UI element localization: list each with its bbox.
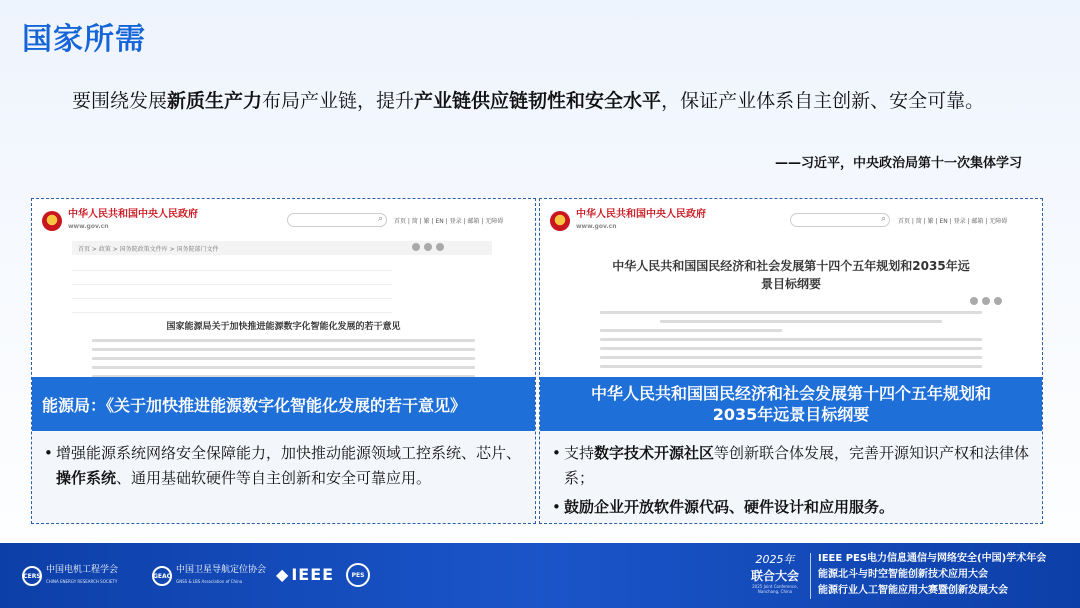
ieee-diamond-icon: ◆ [276,565,289,584]
share-icon [436,243,444,251]
quote-seg2: 布局产业链，提升 [262,90,415,112]
geac-logo-en: GNSS & LBS Association of China [176,579,243,584]
conference-title-1: IEEE PES电力信息通信与网络安全(中国)学术年会 [818,553,1047,564]
cers-logo-icon: CERS [22,566,42,586]
left-panel-body [32,431,535,523]
conference-badge [745,551,805,594]
page-title: 国家所需 [22,22,146,57]
left-gov-screenshot [32,199,535,377]
conference-title-3: 能源行业人工智能应用大赛暨创新发展大会 [818,585,1008,596]
share-icon [412,243,420,251]
conference-name: 联合大会 [750,569,799,583]
right-banner-line2: 2035年远景目标纲要 [712,405,870,424]
national-emblem-icon [42,211,62,231]
search-icon: ⌕ [880,214,886,224]
right-panel-banner [540,377,1042,431]
left-nav-links: 首页 | 简 | 繁 | EN | 登录 | 邮箱 | 无障碍 [394,218,504,225]
conference-titles [818,551,1046,599]
pes-logo [346,563,370,587]
left-share-icons [412,243,444,251]
share-icon [994,297,1002,305]
quote-seg1: 要围绕发展 [72,90,168,112]
left-breadcrumb: 首页 > 政策 > 国务院政策文件库 > 国务院部门文件 [72,241,492,255]
right-site-header [550,209,706,233]
right-panel-body [540,431,1042,523]
bullet-dot-icon: • [552,444,561,462]
cers-logo-name: 中国电机工程学会 [46,565,119,575]
left-site-header [42,209,198,233]
bullet-dot-icon: • [552,498,561,516]
pes-logo-icon: PES [346,563,370,587]
right-share-icons [970,297,1002,305]
share-icon [424,243,432,251]
quote-text [34,86,1044,116]
left-meta-table [72,257,392,313]
quote-attribution: ——习近平，中央政治局第十一次集体学习 [774,156,1022,171]
quote-seg3: ，保证产业体系自主创新、安全可靠。 [661,90,985,112]
bullet-item: • 增强能源系统网络安全保障能力，加快推动能源领域工控系统、芯片、操作系统、通用基础软硬件等自主创新和安全可靠应用。 [44,441,523,491]
bullet-item: • 鼓励企业开放软件源代码、硬件设计和应用服务。 [552,495,1030,520]
right-banner-line1: 中华人民共和国国民经济和社会发展第十四个五年规划和 [590,384,991,403]
right-doc-body [600,311,982,374]
right-site-url: www.gov.cn [576,223,617,230]
right-policy-panel [539,198,1043,524]
conference-title-2: 能源北斗与时空智能创新技术应用大会 [818,569,988,580]
geac-logo-name: 中国卫星导航定位协会 [176,565,267,575]
left-search-input [287,213,387,227]
ieee-logo-text: IEEE [291,565,335,584]
right-search-input [790,213,890,227]
ieee-logo [276,565,334,584]
right-gov-screenshot [540,199,1042,377]
geac-logo [152,565,266,587]
conference-sub: 2025 Joint Conference, Nanchang, China [752,584,798,594]
share-icon [982,297,990,305]
quote-bold2: 产业链供应链韧性和安全水平 [414,90,662,112]
footer-divider [810,553,811,599]
footer-bar [0,543,1080,608]
national-emblem-icon [550,211,570,231]
left-site-name: 中华人民共和国中央人民政府 [68,209,198,220]
cers-logo [22,565,118,587]
cers-logo-en: CHINA ENERGY RESEARCH SOCIETY [46,579,118,584]
left-site-url: www.gov.cn [68,223,109,230]
left-panel-banner: 能源局：《关于加快推进能源数字化智能化发展的若干意见》 [32,377,535,431]
bullet-item: • 支持数字技术开源社区等创新联合体发展，完善开源知识产权和法律体系； [552,441,1030,491]
search-icon: ⌕ [377,214,383,224]
geac-logo-icon: GEAC [152,566,172,586]
left-doc-title: 国家能源局关于加快推进能源数字化智能化发展的若干意见 [166,322,401,332]
left-policy-panel [31,198,536,524]
left-doc-body [92,339,475,377]
quote-bold1: 新质生产力 [167,90,263,112]
right-nav-links: 首页 | 简 | 繁 | EN | 登录 | 邮箱 | 无障碍 [898,218,1008,225]
bullet-dot-icon: • [44,444,53,462]
right-site-name: 中华人民共和国中央人民政府 [576,209,706,220]
share-icon [970,297,978,305]
right-doc-title: 中华人民共和国国民经济和社会发展第十四个五年规划和2035年远景目标纲要 [612,259,970,291]
conference-year: 2025年 [755,553,795,566]
